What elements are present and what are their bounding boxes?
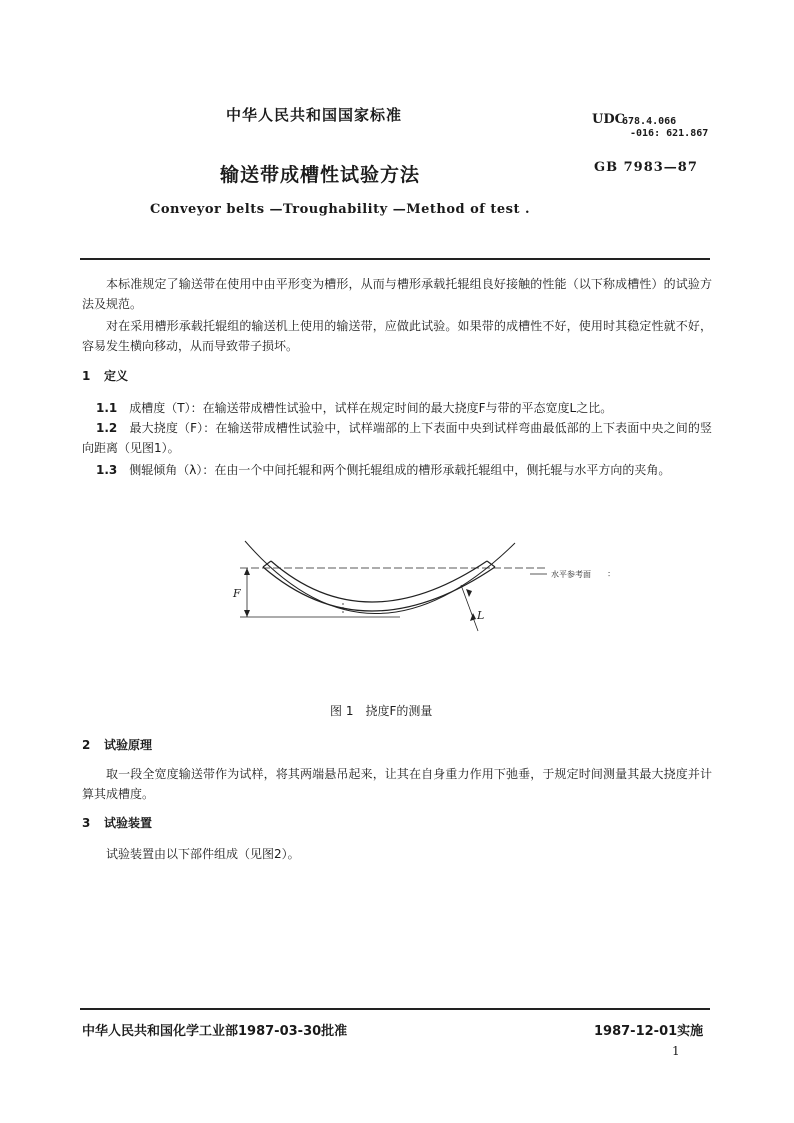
- section-2-heading: [82, 736, 152, 753]
- intro-paragraph-2: 对在采用槽形承载托辊组的输送机上使用的输送带，应做此试验。如果带的成槽性不好，使用时其稳定性就不好，容易发生横向移动，从而导致带子损坏。: [82, 319, 712, 353]
- section-1-number: 1: [82, 369, 91, 383]
- deflection-label: F: [233, 587, 241, 600]
- figure-1-caption: 图 1 挠度F的测量: [330, 704, 433, 718]
- thickness-arrow-top: [466, 589, 472, 597]
- definition-1-1: [82, 398, 712, 418]
- section-3-heading: [82, 814, 152, 831]
- figure-1: [225, 535, 625, 664]
- footer-divider: [80, 1008, 710, 1010]
- definition-1-2-number: 1.2: [96, 421, 118, 435]
- approval-line: 中华人民共和国化学工业部1987-03-30批准: [82, 1024, 348, 1039]
- deflection-arrow-bottom: [244, 610, 250, 617]
- definition-1-3-number: 1.3: [96, 463, 118, 477]
- header-divider: [80, 258, 710, 260]
- english-title: Conveyor belts —Troughability —Method of test .: [150, 202, 531, 217]
- section-1-heading: [82, 367, 128, 384]
- thickness-arrow-bottom: [470, 613, 476, 621]
- definition-1-1-text: 成槽度（T）：在输送带成槽性试验中，试样在规定时间的最大挠度F与带的平态宽度L之比。: [129, 401, 613, 415]
- page-number: 1: [672, 1044, 680, 1058]
- deflection-arrow-top: [244, 568, 250, 575]
- section-1-title: 定义: [104, 369, 129, 383]
- section-3-text: 试验装置由以下部件组成（见图2）。: [106, 847, 300, 861]
- section-2-text: 取一段全宽度输送带作为试样，将其两端悬吊起来，让其在自身重力作用下弛垂，于规定时间测量其最大挠度并计算其成槽度。: [82, 767, 712, 801]
- section-2-title: 试验原理: [104, 738, 153, 752]
- definition-1-3: [82, 460, 712, 480]
- intro-paragraph-1: 本标准规定了输送带在使用中由平形变为槽形，从而与槽形承载托辊组良好接触的性能（以下称成槽性）的试验方法及规范。: [82, 277, 712, 311]
- width-label: L: [477, 609, 485, 622]
- section-3-title: 试验装置: [104, 816, 153, 830]
- section-2-number: 2: [82, 738, 91, 752]
- belt-inner-edge: [271, 561, 487, 602]
- standard-title: 中华人民共和国国家标准: [226, 106, 403, 124]
- horizontal-reference-label: 水平参考面: [551, 570, 591, 579]
- implementation-date: 1987-12-01实施: [594, 1024, 704, 1039]
- section-3-number: 3: [82, 816, 91, 830]
- guide-arc: [245, 541, 515, 614]
- main-title: 输送带成槽性试验方法: [220, 164, 421, 186]
- udc-code-line2: -016: 621.867: [630, 128, 709, 139]
- reference-mark: ∶: [608, 570, 611, 579]
- gb-number: GB 7983—87: [594, 160, 698, 175]
- udc-code-line1: 678.4.066: [622, 116, 677, 127]
- definition-1-1-number: 1.1: [96, 401, 118, 415]
- udc-label: UDC: [592, 112, 625, 127]
- figure-1-diagram: [225, 535, 625, 660]
- definition-1-2: [82, 418, 712, 458]
- definition-1-2-text: 最大挠度（F）：在输送带成槽性试验中，试样端部的上下表面中央到试样弯曲最低部的上下表面中央之间的竖向距离（见图1）。: [82, 421, 712, 455]
- definition-1-3-text: 侧辊倾角（λ）：在由一个中间托辊和两个侧托辊组成的槽形承载托辊组中，侧托辊与水平方向的夹角。: [129, 463, 671, 477]
